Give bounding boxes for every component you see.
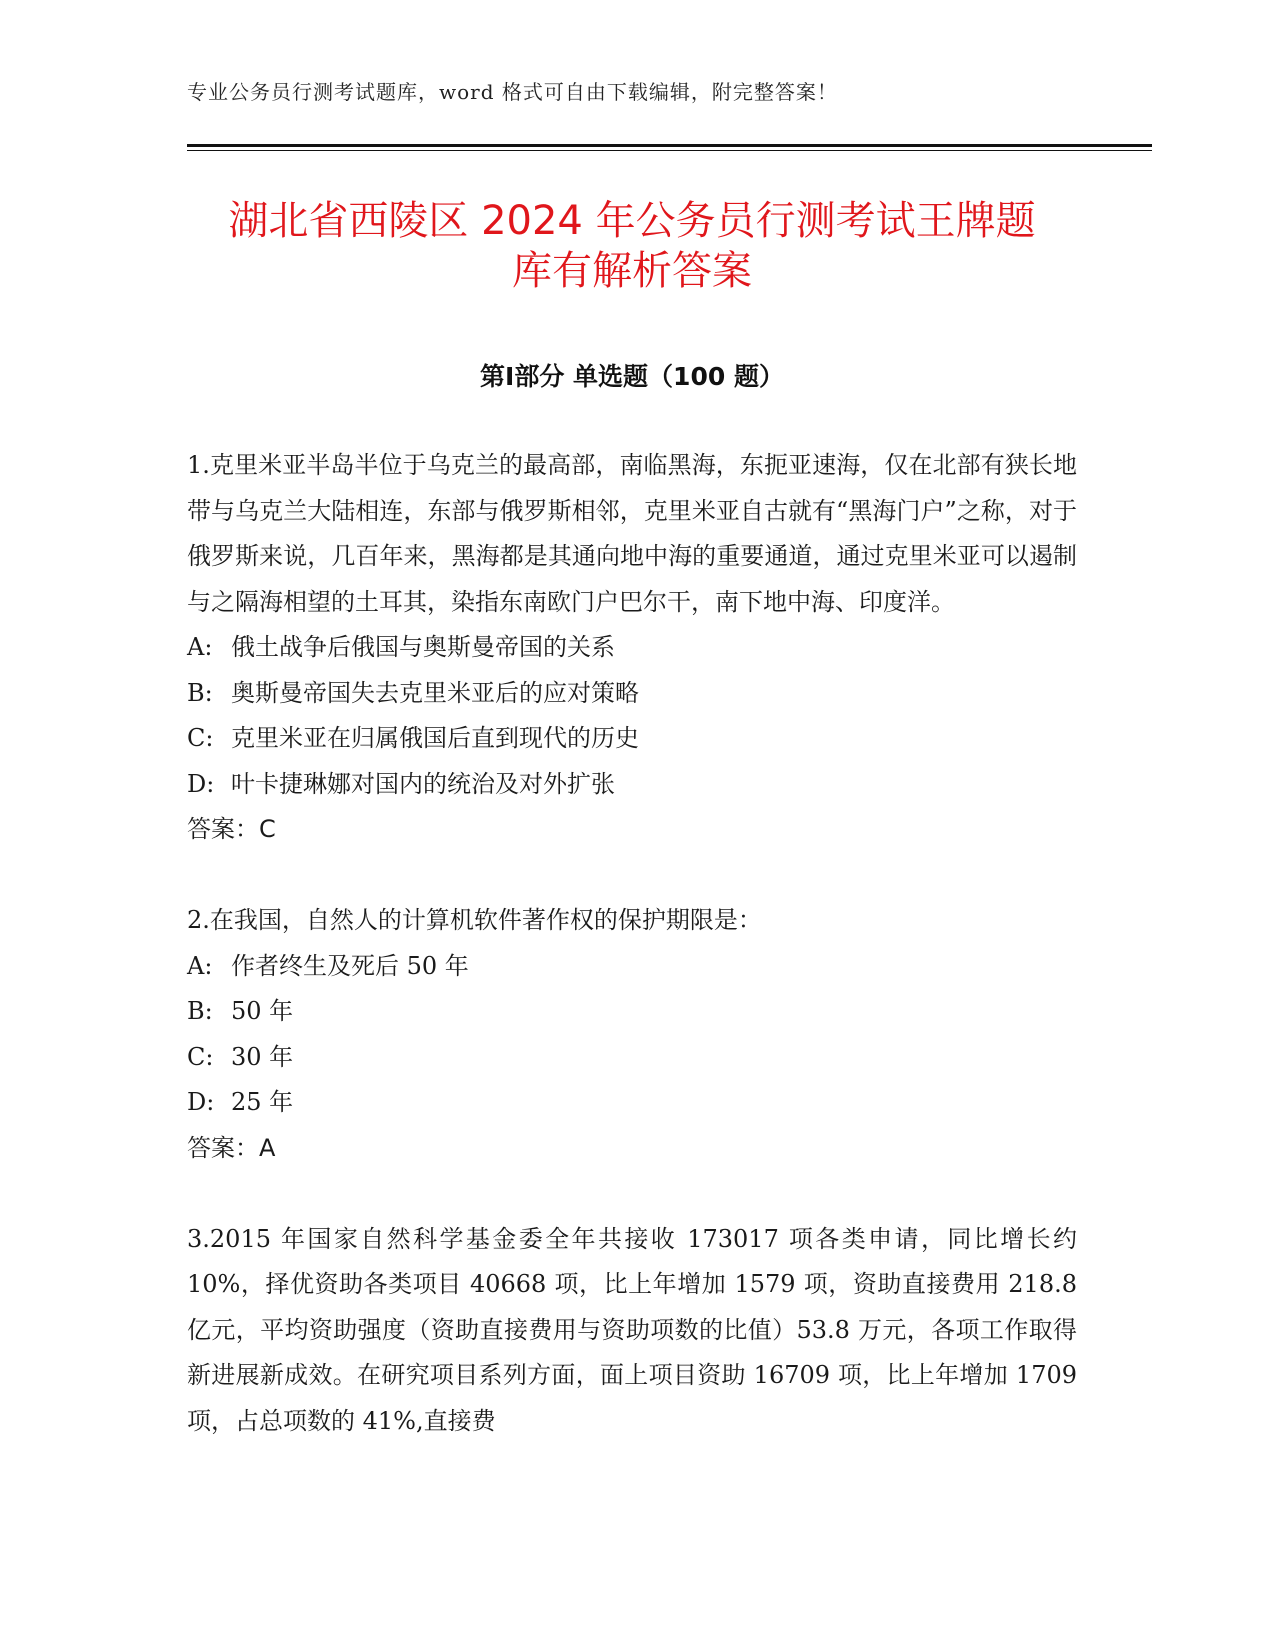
answer-line: 答案：A (187, 1133, 276, 1162)
option-text: 作者终生及死后 50 年 (231, 951, 469, 980)
option-text: 俄土战争后俄国与奥斯曼帝国的关系 (231, 633, 615, 661)
document-title-line1: 湖北省西陵区 2024 年公务员行测考试王牌题 (228, 198, 1036, 244)
option-letter: C: (187, 1042, 214, 1071)
option-text: 叶卡捷琳娜对国内的统治及对外扩张 (231, 769, 615, 798)
option-d (187, 1080, 1077, 1126)
option-letter: A: (187, 633, 213, 661)
option-a (187, 944, 1077, 990)
section-title: 第Ⅰ部分 单选题（100 题） (480, 362, 784, 391)
option-b (187, 989, 1077, 1035)
question-block (187, 1217, 1077, 1445)
question-block (187, 443, 1077, 853)
option-text: 50 年 (231, 997, 294, 1025)
option-c (187, 1035, 1077, 1081)
question-list (187, 443, 1077, 1444)
option-b (187, 671, 1077, 717)
question-gap (187, 1171, 1077, 1217)
option-a (187, 625, 1077, 671)
option-letter: C: (187, 724, 214, 752)
header-rule-thin (187, 150, 1152, 151)
option-text: 奥斯曼帝国失去克里米亚后的应对策略 (231, 678, 639, 707)
question-block (187, 898, 1077, 1171)
option-text: 克里米亚在归属俄国后直到现代的历史 (231, 724, 639, 752)
question-stem: 3.2015 年国家自然科学基金委全年共接收 173017 项各类申请，同比增长约 10%，择优资助各类项目 40668 项，比上年增加 1579 项，资助直接费用 218.8 亿元，平均资助强度（资助直接费用与资助项数的比值）53.8 万元，各项工作取得新进展新成效。在研究项目系列方面，面上项目资助 16709 项，比上年增加 1709 项，占总项数的 41%,直接费 (187, 1224, 1077, 1435)
answer-line: 答案：C (187, 815, 276, 843)
option-letter: B: (187, 997, 213, 1025)
option-text: 25 年 (231, 1088, 294, 1116)
option-text: 30 年 (231, 1042, 294, 1071)
document-title (187, 196, 1077, 296)
option-letter: D: (187, 769, 215, 798)
page-header: 专业公务员行测考试题库，word 格式可自由下载编辑，附完整答案！ (187, 80, 838, 104)
question-stem: 1.克里米亚半岛半位于乌克兰的最高部，南临黑海，东扼亚速海，仅在北部有狭长地带与乌克兰大陆相连，东部与俄罗斯相邻，克里米亚自古就有“黑海门户”之称，对于俄罗斯来说，几百年来，黑海都是其通向地中海的重要通道，通过克里米亚可以遏制与之隔海相望的土耳其，染指东南欧门户巴尔干，南下地中海、印度洋。 (187, 451, 1077, 616)
option-d (187, 762, 1077, 808)
option-c (187, 716, 1077, 762)
option-letter: A: (187, 951, 213, 980)
option-letter: D: (187, 1088, 215, 1116)
option-letter: B: (187, 678, 213, 707)
header-rule-thick (187, 144, 1152, 147)
document-title-line2: 库有解析答案 (512, 248, 752, 294)
question-gap (187, 853, 1077, 899)
question-stem: 2.在我国，自然人的计算机软件著作权的保护期限是： (187, 906, 762, 934)
